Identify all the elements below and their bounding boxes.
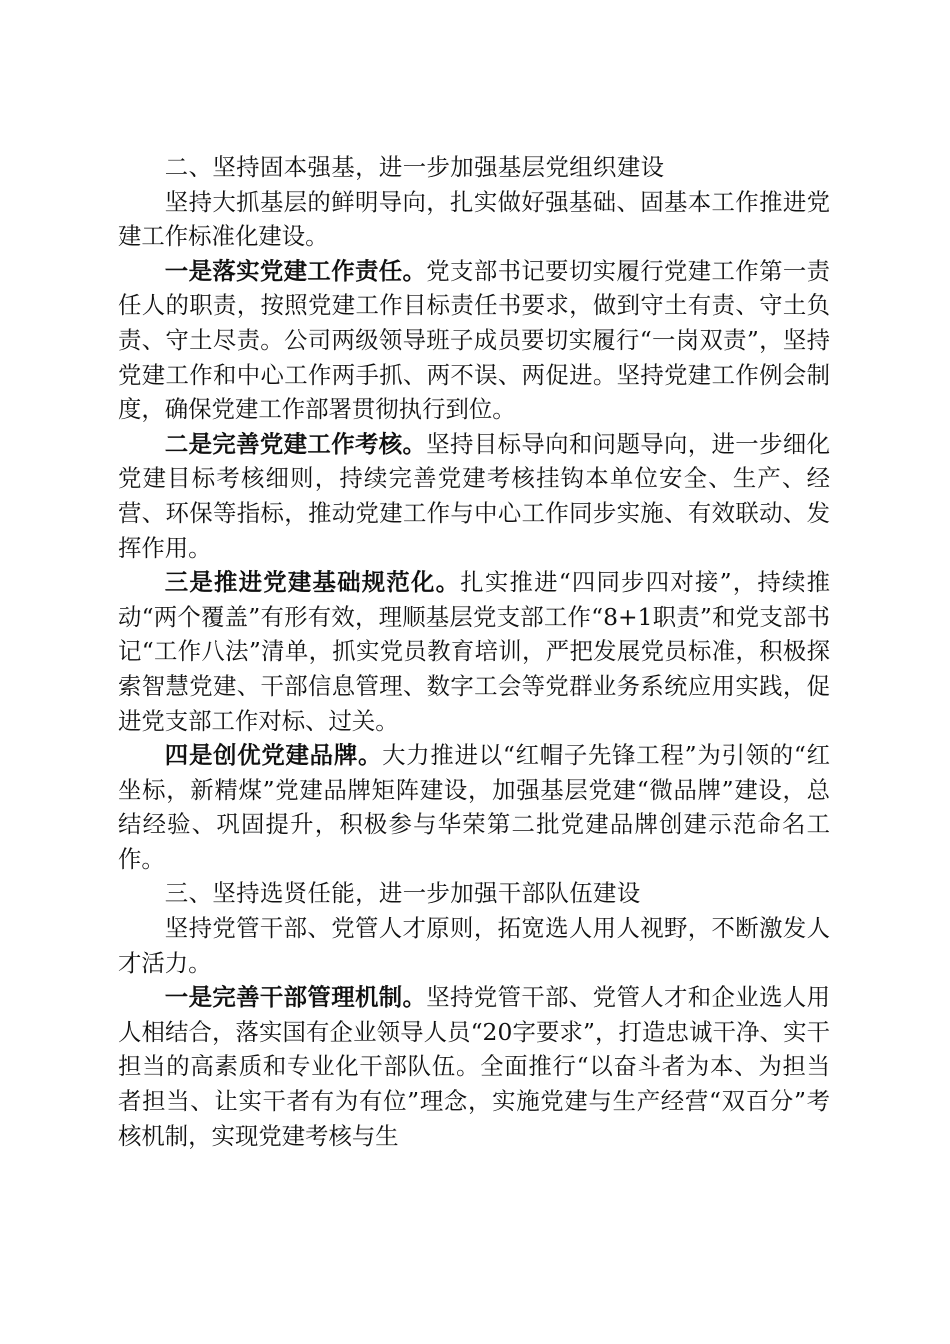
section-3-item-1: [118, 980, 830, 1153]
section-2-heading: 二、坚持固本强基，进一步加强基层党组织建设: [164, 153, 665, 181]
section-2-item-2: [118, 427, 830, 565]
section-2-intro: 坚持大抓基层的鲜明导向，扎实做好强基础、固基本工作推进党建工作标准化建设。: [118, 187, 830, 251]
item-body: 党支部书记要切实履行党建工作第一责任人的职责，按照党建工作目标责任书要求，做到守土有责、守土负责、守土尽责。公司两级领导班子成员要切实履行“一岗双责”，坚持党建工作和中心工作两手抓、两不误、两促进。坚持党建工作例会制度，确保党建工作部署贯彻执行到位。: [118, 256, 831, 424]
item-lead: 一是落实党建工作责任。: [164, 256, 427, 285]
item-lead: 四是创优党建品牌。: [164, 741, 383, 770]
item-body: 坚持党管干部、党管人才和企业选人用人相结合，落实国有企业领导人员“20字要求”，打造忠诚干净、实干担当的高素质和专业化干部队伍。全面推行“以奋斗者为本、为担当者担当、让实干者有为有位”理念，实施党建与生产经营“双百分”考核机制，实现党建考核与生: [118, 983, 831, 1150]
section-2-item-4: [118, 738, 830, 876]
section-2-item-3: [118, 565, 830, 738]
document-page: [118, 150, 830, 1153]
section-3-intro: 坚持党管干部、党管人才原则，拓宽选人用人视野，不断激发人才活力。: [118, 914, 830, 977]
item-body: 坚持目标导向和问题导向，进一步细化党建目标考核细则，持续完善党建考核挂钩本单位安全、生产、经营、环保等指标，推动党建工作与中心工作同步实施、有效联动、发挥作用。: [118, 429, 831, 562]
item-body: 扎实推进“四同步四对接”，持续推动“两个覆盖”有形有效，理顺基层党支部工作“8+1职责”和党支部书记“工作八法”清单，抓实党员教育培训，严把发展党员标准，积极探索智慧党建、干部信息管理、数字工会等党群业务系统应用实践，促进党支部工作对标、过关。: [118, 568, 831, 735]
item-lead: 三是推进党建基础规范化。: [164, 568, 461, 597]
item-lead: 一是完善干部管理机制。: [164, 983, 427, 1012]
section-3-heading: 三、坚持选贤任能，进一步加强干部队伍建设: [164, 879, 641, 908]
section-2-item-1: [118, 254, 830, 427]
item-body: 大力推进以“红帽子先锋工程”为引领的“红坐标，新精煤”党建品牌矩阵建设，加强基层党建“微品牌”建设，总结经验、巩固提升，积极参与华荣第二批党建品牌创建示范命名工作。: [118, 741, 831, 873]
item-lead: 二是完善党建工作考核。: [164, 429, 427, 458]
